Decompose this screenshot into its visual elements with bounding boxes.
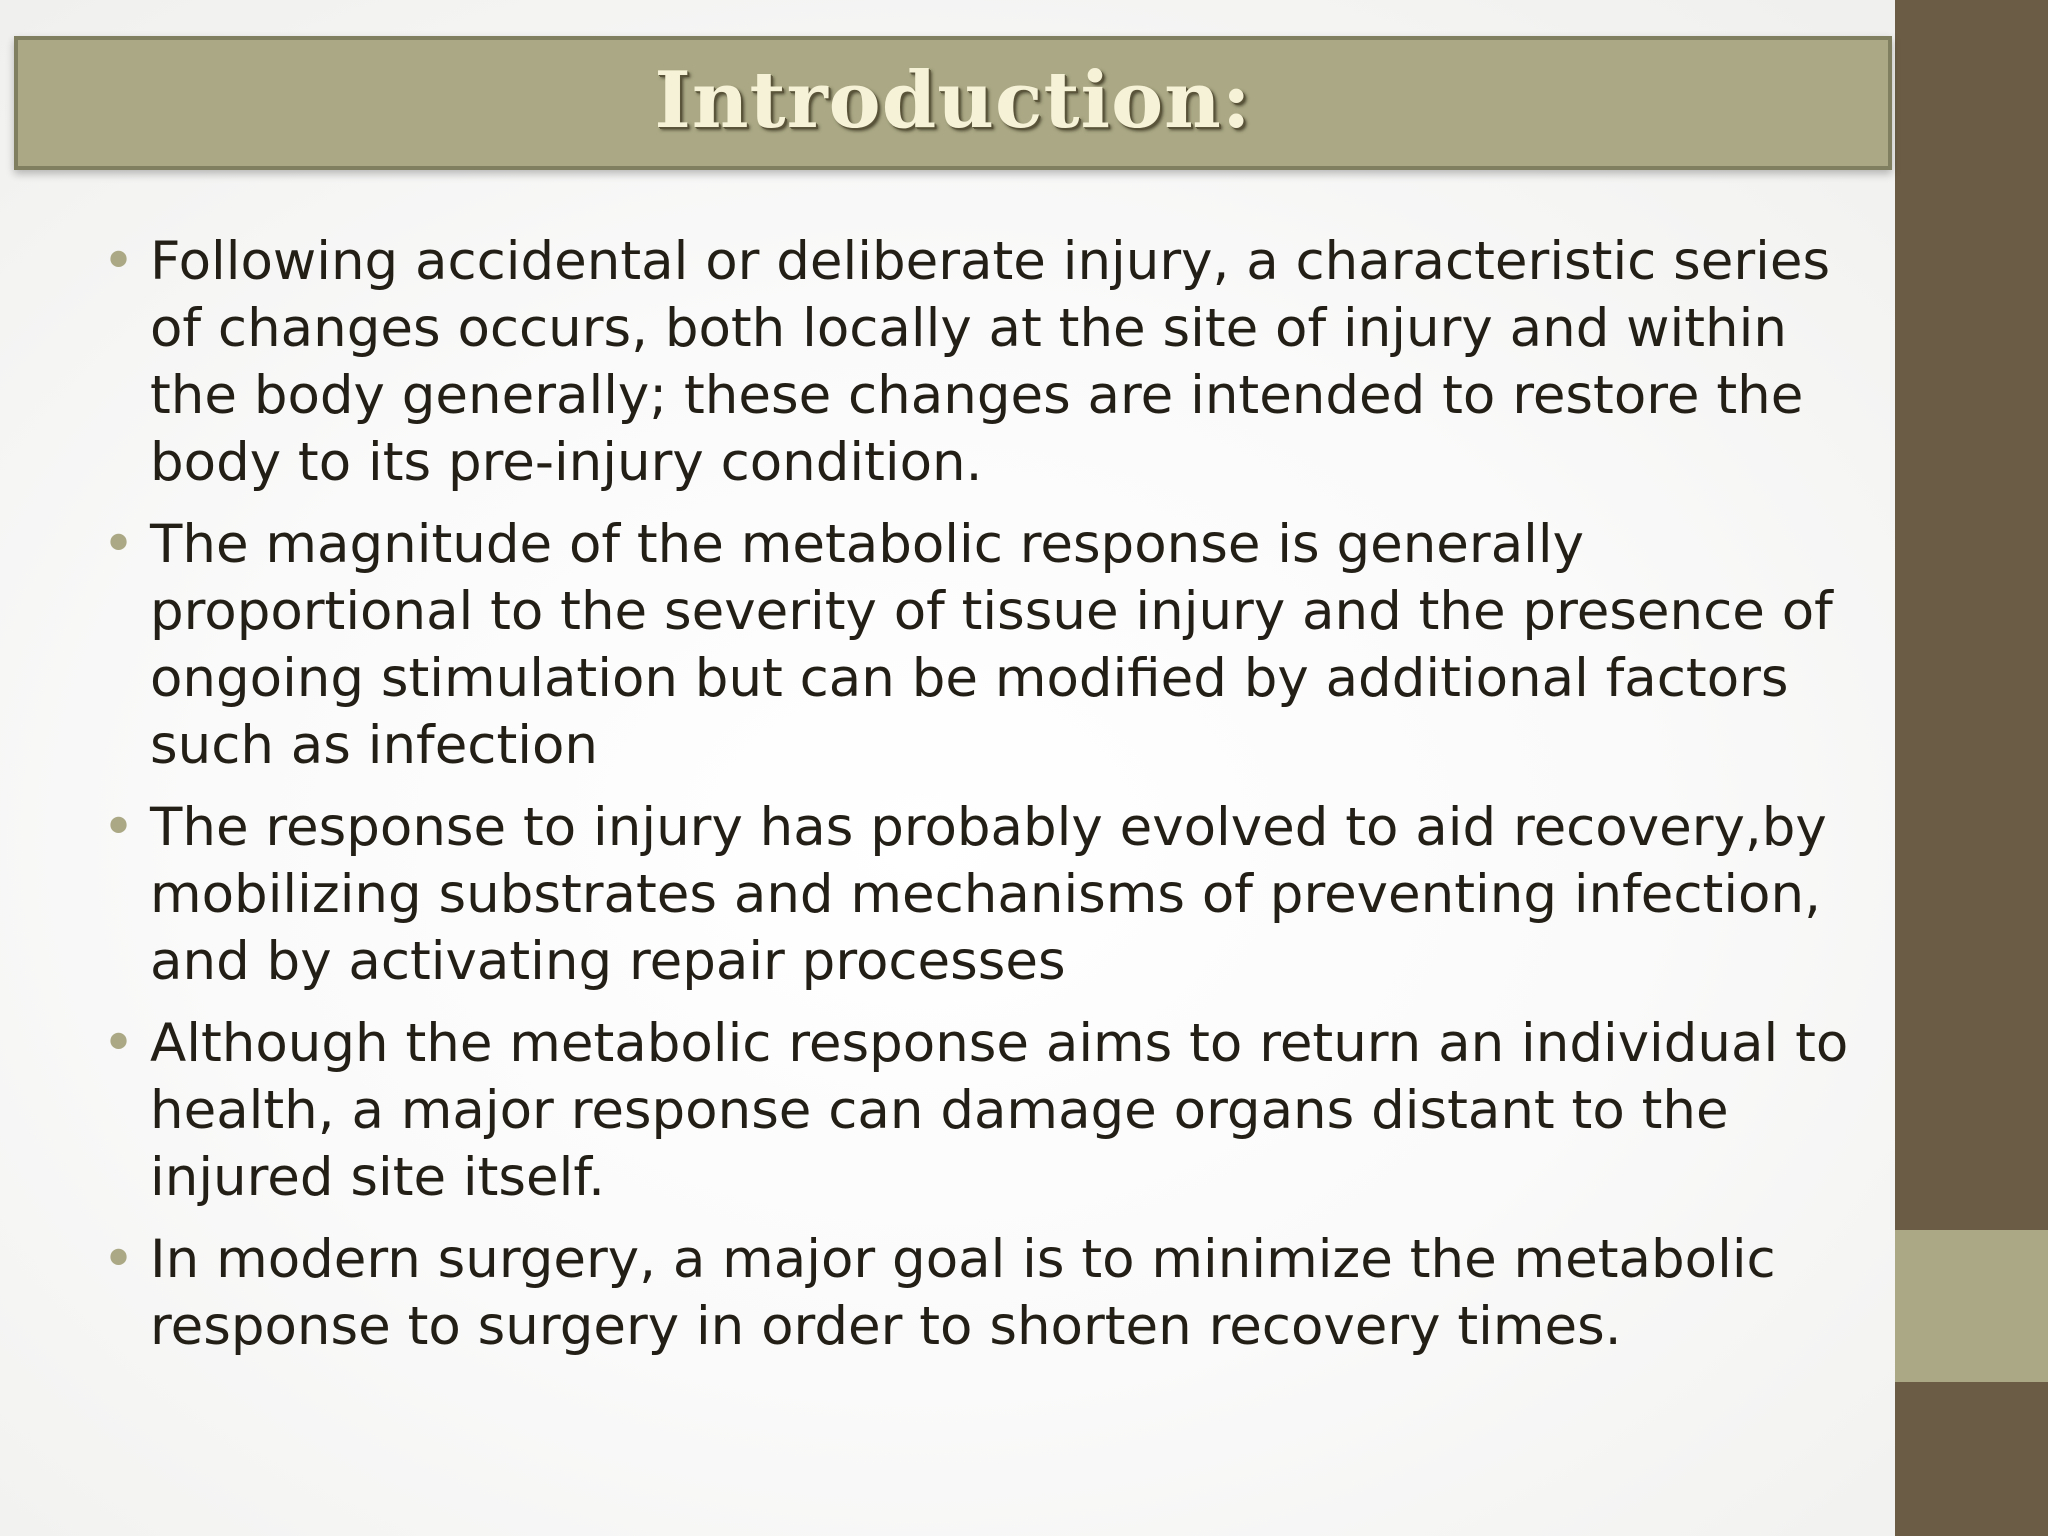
bullet-item (94, 794, 1884, 995)
bullet-item (94, 511, 1884, 779)
bullet-dot-icon: • (102, 1227, 136, 1292)
bullet-text: Although the metabolic response aims to return an individual to health, a major response can damage organs distant to the injured site itself. (150, 1013, 1849, 1208)
bullet-item (94, 1226, 1884, 1360)
bullet-dot-icon: • (102, 512, 136, 577)
bullet-text: Following accidental or deliberate injury, a characteristic series of changes occurs, both locally at the site of injury and within the body generally; these changes are intended to restore the body to its pre-injury condition. (150, 231, 1831, 493)
bullet-text: The magnitude of the metabolic response is generally proportional to the severity of tissue injury and the presence of ongoing stimulation but can be modified by additional factors such as infection (150, 514, 1833, 776)
bullet-list (94, 228, 1884, 1375)
side-accent-block (1895, 1230, 2048, 1382)
bullet-text: In modern surgery, a major goal is to minimize the metabolic response to surgery in order to shorten recovery times. (150, 1229, 1776, 1357)
title-band (14, 36, 1892, 170)
bullet-item (94, 1010, 1884, 1211)
bullet-dot-icon: • (102, 229, 136, 294)
slide-title: Introduction: (654, 54, 1252, 146)
bullet-dot-icon: • (102, 795, 136, 860)
bullet-item (94, 228, 1884, 496)
bullet-text: The response to injury has probably evolved to aid recovery,by mobilizing substrates and mechanisms of preventing infection, and by activating repair processes (150, 797, 1827, 992)
bullet-dot-icon: • (102, 1011, 136, 1076)
